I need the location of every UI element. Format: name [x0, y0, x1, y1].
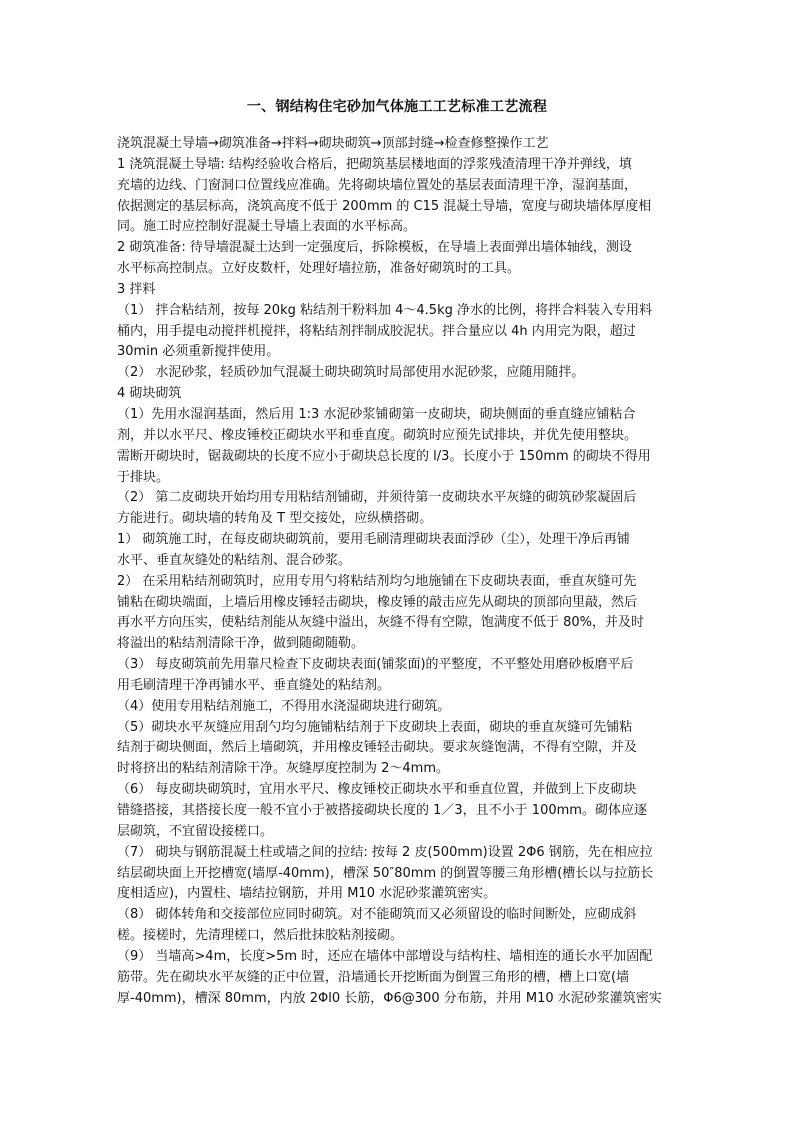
text-line: 桶内，用手提电动搅拌机搅拌，将粘结剂拌制成胶泥状。拌合量应以 4h 内用完为限，超过 — [117, 323, 636, 339]
text-line: 充墙的边线、门窗洞口位置线应准确。先将砌块墙位置处的基层表面清理干净，湿润基面， — [117, 177, 638, 193]
text-line: （1） 拌合粘结剂，按每 20kg 粘结剂干粉料加 4～4.5kg 净水的比例，将拌合料装入专用料 — [117, 302, 652, 318]
document-body — [117, 134, 677, 1009]
text-line: （2） 第二皮砌块开始均用专用粘结剂铺砌，并须待第一皮砌块水平灰缝的砌筑砂浆凝固后 — [117, 490, 637, 506]
text-line: 4 砌块砌筑 — [117, 386, 182, 402]
text-line: （9） 当墙高>4m，长度>5m 时，还应在墙体中部增设与结构柱、墙相连的通长水平加固配 — [117, 948, 653, 964]
text-line: （2） 水泥砂浆，轻质砂加气混凝土砌块砌筑时局部使用水泥砂浆，应随用随拌。 — [117, 365, 585, 381]
text-line: 2） 在采用粘结剂砌筑时，应用专用勺将粘结剂均匀地施铺在下皮砌块表面，垂直灰缝可先 — [117, 573, 637, 589]
text-line: 依据测定的基层标高，浇筑高度不低于 200mm 的 C15 混凝土导墙，宽度与砌块墙体厚度相 — [117, 198, 652, 214]
text-line: （4）使用专用粘结剂施工，不得用水浇湿砌块进行砌筑。 — [117, 698, 451, 714]
text-line: 于排块。 — [117, 469, 170, 485]
text-line: （6） 每皮砌块砌筑时，宜用水平尺、橡皮锤校正砌块水平和垂直位置，并做到上下皮砌块 — [117, 782, 637, 798]
text-line: 再水平方向压实，使粘结剂能从灰缝中溢出，灰缝不得有空隙，饱满度不低于 80%，并及时 — [117, 615, 645, 631]
text-line: 30min 必须重新搅拌使用。 — [117, 344, 280, 360]
text-line: 结剂于砌块侧面，然后上墙砌筑，并用橡皮锤轻击砌块。要求灰缝饱满，不得有空隙，并及 — [117, 740, 638, 756]
text-line: （3） 每皮砌筑前先用靠尺检查下皮砌块表面(铺浆面)的平整度，不平整处用磨砂板磨平后 — [117, 657, 634, 673]
text-line: （8） 砌体转角和交接部位应同时砌筑。对不能砌筑而又必须留设的临时间断处，应砌成斜 — [117, 907, 637, 923]
text-line: 剂，并以水平尺、橡皮锤校正砌块水平和垂直度。砌筑时应预先试排块，并优先使用整块。 — [117, 427, 638, 443]
text-line: 层砌筑，不宜留设接槎口。 — [117, 823, 274, 839]
text-line: 铺粘在砌块端面，上墙后用橡皮锤轻击砌块，橡皮锤的敲击应先从砌块的顶部向里敲，然后 — [117, 594, 638, 610]
text-line: 错缝搭接，其搭接长度一般不宜小于被搭接砌块长度的 1／3，且不小于 100mm。砌体应逐 — [117, 803, 647, 818]
text-line: 用毛刷清理干净再铺水平、垂直缝处的粘结剂。 — [117, 677, 391, 693]
text-line: 1 浇筑混凝土导墙: 结构经验收合格后，把砌筑基层楼地面的浮浆残渣清理干净并弹线，填 — [117, 156, 632, 172]
text-line: 度相适应)，内置柱、墙结拉钢筋，并用 M10 水泥砂浆灌筑密实。 — [117, 886, 497, 902]
text-line: （1）先用水湿润基面，然后用 1:3 水泥砂浆铺砌第一皮砌块，砌块侧面的垂直缝应铺粘合 — [117, 406, 636, 422]
text-line: 筋带。先在砌块水平灰缝的正中位置，沿墙通长开挖断面为倒置三角形的槽，槽上口宽(墙 — [117, 969, 630, 985]
text-line: 1） 砌筑施工时，在每皮砌块砌筑前，要用毛刷清理砌块表面浮砂（尘），处理干净后再铺 — [117, 532, 630, 548]
text-line: 结层砌块面上开挖槽宽(墙厚-40mm)，槽深 50″80mm 的倒置等腰三角形槽(槽长以与拉筋长 — [117, 865, 654, 881]
text-line: 时将挤出的粘结剂清除干净。灰缝厚度控制为 2～4mm。 — [117, 761, 450, 777]
text-line: 厚-40mm)，槽深 80mm，内放 2Φl0 长筋，Φ6@300 分布筋，并用 M10 水泥砂浆灌筑密实 — [117, 990, 662, 1006]
text-line: 水平、垂直灰缝处的粘结剂、混合砂浆。 — [117, 552, 352, 568]
document-title: 一、钢结构住宅砂加气体施工工艺标准工艺流程 — [246, 99, 548, 115]
text-line: 方能进行。砌块墙的转角及 T 型交接处，应纵横搭砌。 — [117, 511, 433, 527]
text-line: 3 拌料 — [117, 281, 156, 297]
text-line: 水平标高控制点。立好皮数杆，处理好墙拉筋，准备好砌筑时的工具。 — [117, 261, 521, 277]
text-line: 槎。接槎时，先清理槎口，然后批抹胶粘剂接砌。 — [117, 928, 404, 944]
text-line: 2 砌筑准备: 待导墙混凝土达到一定强度后，拆除模板，在导墙上表面弹出墙体轴线，测设 — [117, 240, 632, 256]
text-line: （7） 砌块与钢筋混凝土柱或墙之间的拉结: 按每 2 皮(500mm)设置 2Φ6 钢筋，先在相应拉 — [117, 844, 653, 860]
text-line: 浇筑混凝土导墙→砌筑准备→拌料→砌块砌筑→顶部封缝→检查修整操作工艺 — [117, 136, 549, 151]
text-line: 同。施工时应控制好混凝土导墙上表面的水平标高。 — [117, 219, 417, 235]
text-line: 将溢出的粘结剂清除干净，做到随砌随勒。 — [117, 636, 365, 652]
text-line: （5）砌块水平灰缝应用刮勺均匀施铺粘结剂于下皮砌块上表面，砌块的垂直灰缝可先铺粘 — [117, 719, 633, 735]
text-line: 需断开砌块时，锯裁砌块的长度不应小于砌块总长度的 l/3。长度小于 150mm 的砌块不得用 — [117, 448, 651, 464]
